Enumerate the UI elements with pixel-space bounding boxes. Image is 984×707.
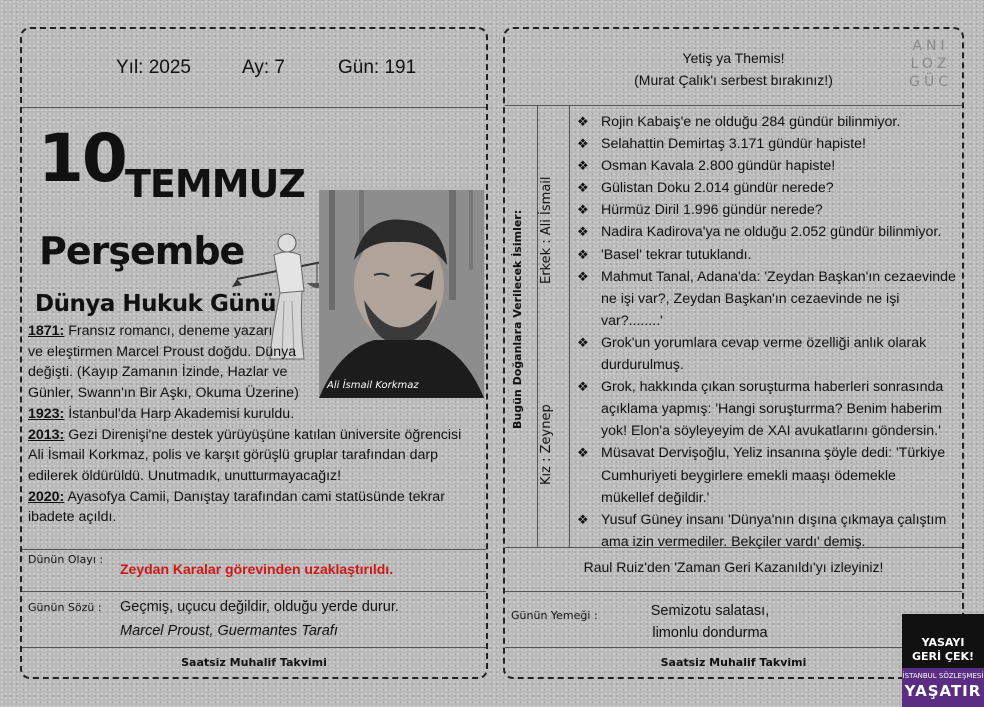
event-item (28, 466, 476, 487)
day-number: 10 (38, 120, 126, 197)
event-item (28, 445, 476, 466)
divider-vertical (569, 105, 570, 547)
news-text: Osman Kavala 2.800 gündür hapiste! (601, 158, 836, 175)
footer-title: Saatsiz Muhalif Takvimi (181, 656, 327, 669)
soz-label: Günün Sözü : (28, 601, 102, 614)
event-item (28, 362, 476, 383)
footer-title: Saatsiz Muhalif Takvimi (660, 656, 807, 669)
event-item (28, 404, 476, 425)
event-item (28, 507, 476, 528)
divider (505, 591, 962, 592)
divider (505, 105, 962, 106)
divider (22, 591, 486, 592)
news-text: yok! Elon'a söyleyeyim de XAI avukatlarını göndersin.' (601, 423, 941, 440)
divider (505, 547, 962, 548)
logo-text: ANI (912, 38, 949, 54)
diamond-bullet-icon: ❖ (577, 114, 589, 129)
event-year: 2013: (28, 426, 65, 443)
olay-text: Zeydan Karalar görevinden uzaklaştırıldı. (120, 561, 394, 577)
badge-small-text: İSTANBUL SÖZLEŞMESİ (902, 672, 984, 680)
yemek-label: Günün Yemeği : (511, 609, 598, 622)
news-item (575, 221, 959, 243)
meal-line: Semizotu salatası, (650, 603, 770, 619)
male-name: Erkek : Ali İsmail (539, 176, 554, 284)
news-text: Cumhuriyeti beygirlere emekli maaşı ödemekle (601, 467, 896, 484)
diamond-bullet-icon: ❖ (577, 180, 589, 196)
news-text: Müsavat Dervişoğlu, Yeliz insanına şöyle dedi: 'Türkiye (601, 445, 946, 462)
news-item (575, 199, 959, 221)
news-text: durdurulmuş. (601, 357, 684, 374)
header-line-2: (Murat Çalık'ı serbest bırakınız!) (634, 72, 833, 88)
photo-caption: Ali İsmail Korkmaz (327, 380, 419, 391)
news-item (575, 442, 959, 508)
istanbul-convention-badge (902, 614, 984, 707)
news-item (575, 177, 959, 199)
event-text: ibadete açıldı. (28, 509, 117, 526)
divider (22, 549, 486, 550)
news-text: Selahattin Demirtaş 3.171 gündür hapiste! (601, 136, 866, 153)
news-text: Mahmut Tanal, Adana'da: 'Zeydan Başkan'ın cezaevinde (601, 268, 956, 285)
names-label: Bugün Doğanlara Verilecek İsimler: (511, 209, 524, 429)
news-list (575, 111, 959, 553)
badge-bottom (902, 668, 984, 707)
news-text: 'Basel' tekrar tutuklandı. (601, 246, 752, 263)
diamond-bullet-icon: ❖ (577, 224, 589, 240)
event-text: ve eleştirmen Marcel Proust doğdu. Dünya (28, 343, 297, 360)
news-item (575, 155, 959, 177)
divider (505, 647, 962, 648)
event-year: 1871: (28, 323, 65, 339)
news-text: Grok'un yorumlara cevap verme özelliği anlık olarak (601, 334, 927, 351)
month-label: Ay: 7 (242, 57, 285, 78)
event-item (28, 383, 476, 404)
event-item (28, 425, 476, 446)
day-of-year-label: Gün: 191 (338, 57, 417, 78)
event-text: Fransız romancı, deneme yazarı (64, 323, 273, 339)
news-text: Grok, hakkında çıkan soruşturma haberleri sonrasında (601, 379, 944, 396)
event-text: edilerek öldürüldü. Unutmadık, unutturmayacağız! (28, 467, 342, 484)
right-calendar-page (503, 27, 964, 679)
news-text: ne işi var?, Zeydan Başkan'ın cezaevinde ne işi var?........' (601, 290, 900, 329)
historical-events (28, 321, 476, 528)
news-item (575, 244, 959, 266)
olay-label: Dünün Olayı : (28, 553, 104, 566)
meal-line: limonlu dondurma (652, 625, 768, 641)
quote-text: Geçmiş, uçucu değildir, olduğu yerde durur. (120, 599, 399, 615)
event-item (28, 342, 476, 363)
news-text: Gülistan Doku 2.014 gündür nerede? (601, 180, 834, 197)
news-item (575, 376, 959, 442)
event-text: Ali İsmail Korkmaz, polis ve karşıt görüşlü gruplar tarafından darp (28, 447, 439, 464)
event-year: 2020: (28, 488, 65, 505)
quote-author: Marcel Proust, Guermantes Tarafı (120, 623, 338, 639)
event-text: Günler, Swann'ın Bir Aşkı, Okuma Üzerine) (28, 385, 299, 402)
event-text: değişti. (Kayıp Zamanın İzinde, Hazlar ve (28, 364, 288, 381)
news-text: Rojin Kabaiş'e ne olduğu 284 gündür bilinmiyor. (601, 114, 901, 130)
diamond-bullet-icon: ❖ (577, 334, 589, 350)
diamond-bullet-icon: ❖ (577, 202, 589, 218)
news-text: açıklama yapmış: 'Hangi soruşturrma? Benim haberim (601, 401, 942, 418)
special-day-title: Dünya Hukuk Günü (35, 291, 276, 317)
diamond-bullet-icon: ❖ (577, 136, 589, 152)
event-text: Gezi Direnişi'ne destek yürüyüşüne katılan üniversite öğrencisi (64, 426, 462, 443)
month-name: TEMMUZ (125, 162, 305, 206)
event-text: İstanbul'da Harp Akademisi kuruldu. (64, 405, 295, 422)
recommendation: Raul Ruiz'den 'Zaman Geri Kazanıldı'yı izleyiniz! (583, 559, 884, 575)
event-item (28, 321, 476, 342)
logo-text: GÜC (909, 74, 952, 90)
news-item (575, 332, 959, 376)
diamond-bullet-icon: ❖ (577, 445, 589, 461)
weekday: Perşembe (39, 229, 245, 273)
divider (22, 647, 486, 648)
diamond-bullet-icon: ❖ (577, 246, 589, 262)
badge-top (902, 614, 984, 668)
female-name: Kız : Zeynep (539, 404, 554, 485)
diamond-bullet-icon: ❖ (577, 511, 589, 527)
news-text: Yusuf Güney insanı 'Dünya'nın dışına çıkmaya çalıştım (601, 511, 947, 528)
divider-vertical (537, 105, 538, 547)
news-item (575, 266, 959, 332)
event-year: 1923: (28, 405, 65, 422)
event-text: Ayasofya Camii, Danıştay tarafından cami statüsünde tekrar (64, 488, 445, 505)
header-line-1: Yetiş ya Themis! (682, 50, 785, 66)
diamond-bullet-icon: ❖ (577, 268, 589, 284)
badge-big-text: YAŞATIR (904, 682, 982, 700)
news-text: Hürmüz Diril 1.996 gündür nerede? (601, 202, 823, 219)
diamond-bullet-icon: ❖ (577, 379, 589, 395)
left-calendar-page (20, 27, 488, 679)
badge-line: GERİ ÇEK! (911, 650, 975, 663)
news-text: Nadira Kadirova'ya ne olduğu 2.052 gündür bilinmiyor. (601, 224, 942, 241)
logo-text: LOZ (910, 56, 951, 72)
event-item (28, 487, 476, 508)
logo (909, 37, 952, 91)
news-text: ama izin vermediler. Bekçiler vardı' demiş. (601, 533, 866, 550)
meal-text (615, 600, 805, 644)
news-item (575, 111, 959, 133)
news-text: mükellef değildir.' (601, 489, 710, 506)
badge-line: YASAYI (921, 636, 965, 649)
diamond-bullet-icon: ❖ (577, 158, 589, 174)
divider (22, 107, 486, 108)
news-item (575, 133, 959, 155)
year-label: Yıl: 2025 (116, 57, 191, 78)
